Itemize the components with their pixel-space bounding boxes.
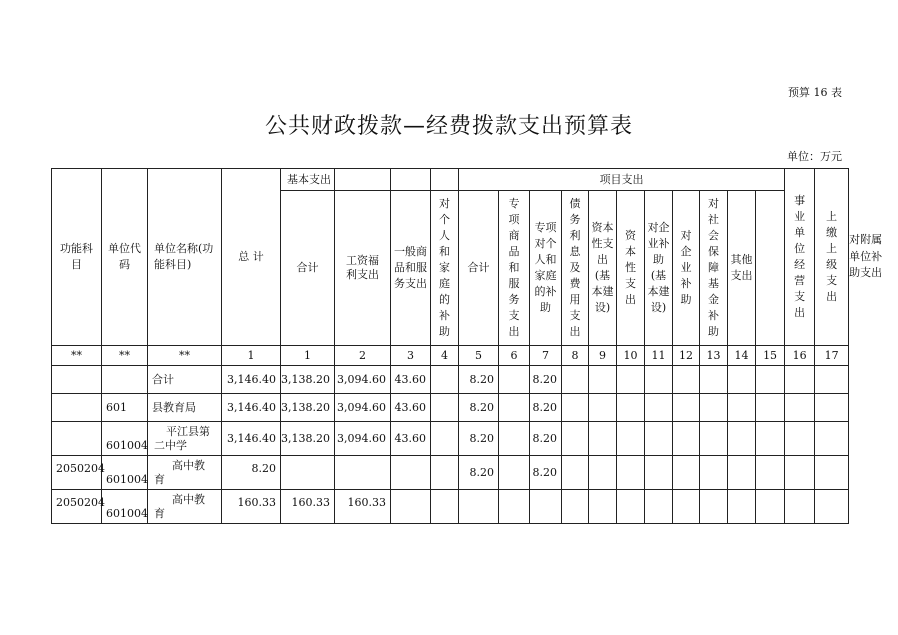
index-cell: 13 [700,346,728,366]
index-cell: 5 [459,346,499,366]
index-cell: ** [52,346,102,366]
header-row-1: 功能科目 单位代码 单位名称(功能科目) 总 计 基本支出 项目支出 事业单位经营支出 上缴上级支出 对附属单位补助支出 [52,169,849,191]
header-blank-2 [391,169,431,191]
empty-cell [756,366,785,394]
unit-name-line1: 高中教 [172,492,205,506]
unit-code-cell: 601 [102,394,148,422]
unit-name-cell: 县教育局 [148,394,222,422]
empty-cell [700,456,728,490]
empty-cell [728,490,756,524]
basic-subtotal-cell [281,456,335,490]
unit-code-cell: 601004 [102,456,148,490]
index-cell: ** [102,346,148,366]
header-enterprise: 对企业补助 [673,191,700,346]
empty-cell [700,422,728,456]
header-unit-name: 单位名称(功能科目) [148,169,222,346]
total-cell: 3,146.40 [222,366,281,394]
empty-cell [617,366,645,394]
empty-cell [785,456,815,490]
total-cell: 160.33 [222,490,281,524]
personal-cell [431,394,459,422]
goods-cell [391,490,431,524]
header-enterprise-construction: 对企业补助(基本建设) [645,191,673,346]
func-code-cell [52,366,102,394]
empty-cell [645,366,673,394]
empty-cell [645,422,673,456]
index-cell: 2 [335,346,391,366]
basic-subtotal-cell: 160.33 [281,490,335,524]
header-personal: 对个人和家庭的补助 [431,191,459,346]
empty-cell [589,490,617,524]
wages-cell: 160.33 [335,490,391,524]
total-cell: 8.20 [222,456,281,490]
wages-cell [335,456,391,490]
proj-goods-cell [499,456,530,490]
header-blank-1 [335,169,391,191]
empty-cell [756,456,785,490]
unit-name-line2: 二中学 [154,438,187,452]
header-unit-code: 单位代码 [102,169,148,346]
unit-name-cell [148,490,222,524]
empty-cell [728,456,756,490]
unit-code-cell: 601004 [102,490,148,524]
empty-cell [673,422,700,456]
proj-goods-cell [499,366,530,394]
header-total: 总 计 [222,169,281,346]
header-project-group: 项目支出 [459,169,785,191]
empty-cell [617,490,645,524]
header-goods: 一般商品和服务支出 [391,191,431,346]
empty-cell [673,456,700,490]
empty-cell [645,394,673,422]
empty-cell [562,490,589,524]
header-debt: 债务利息及费用支出 [562,191,589,346]
table-row [52,490,849,524]
index-cell: 8 [562,346,589,366]
empty-cell [700,490,728,524]
personal-cell [431,366,459,394]
index-cell: 9 [589,346,617,366]
goods-cell: 43.60 [391,366,431,394]
header-blank-3 [431,169,459,191]
table-row [52,422,849,456]
proj-subtotal-cell: 8.20 [459,456,499,490]
empty-cell [700,394,728,422]
empty-cell [645,490,673,524]
unit-code-cell [102,366,148,394]
func-code-cell [52,394,102,422]
proj-goods-cell [499,490,530,524]
table-row [52,456,849,490]
header-other: 其他支出 [728,191,756,346]
proj-personal-cell: 8.20 [530,422,562,456]
index-cell: 7 [530,346,562,366]
header-proj-goods: 专项商品和服务支出 [499,191,530,346]
header-social-security: 对社会保障基金补助 [700,191,728,346]
personal-cell [431,422,459,456]
unit-name-line2: 育 [154,472,165,486]
func-code-cell [52,422,102,456]
proj-subtotal-cell: 8.20 [459,394,499,422]
header-wages: 工资福利支出 [335,191,391,346]
wages-cell: 3,094.60 [335,366,391,394]
index-cell: 4 [431,346,459,366]
empty-cell [815,366,849,394]
header-capital-construction: 资本性支出(基本建设) [589,191,617,346]
personal-cell [431,456,459,490]
header-proj-personal: 专项对个人和家庭的补助 [530,191,562,346]
unit-name-cell [148,456,222,490]
empty-cell [785,490,815,524]
proj-personal-cell [530,490,562,524]
header-turnover: 上缴上级支出 [815,169,849,346]
unit-name-cell: 合计 [148,366,222,394]
total-cell: 3,146.40 [222,394,281,422]
table-row [52,366,849,394]
index-row [52,346,849,366]
empty-cell [728,366,756,394]
proj-goods-cell [499,422,530,456]
empty-cell [673,394,700,422]
goods-cell: 43.60 [391,394,431,422]
empty-cell [815,456,849,490]
table-row [52,394,849,422]
basic-subtotal-cell: 3,138.20 [281,394,335,422]
header-capital: 资本性支出 [617,191,645,346]
unit-name-cell [148,422,222,456]
unit-label: 单位：万元 [787,150,842,163]
empty-cell [785,422,815,456]
header-basic-group: 基本支出 [281,169,335,191]
header-proj-subtotal: 合计 [459,191,499,346]
index-cell: 16 [785,346,815,366]
header-func-subject: 功能科目 [52,169,102,346]
personal-cell [431,490,459,524]
func-code-cell: 2050204 [52,456,102,490]
empty-cell [562,394,589,422]
total-cell: 3,146.40 [222,422,281,456]
proj-subtotal-cell: 8.20 [459,422,499,456]
index-cell: ** [148,346,222,366]
proj-personal-cell: 8.20 [530,366,562,394]
empty-cell [617,394,645,422]
empty-cell [815,394,849,422]
empty-cell [589,394,617,422]
proj-personal-cell: 8.20 [530,456,562,490]
empty-cell [785,394,815,422]
wages-cell: 3,094.60 [335,422,391,456]
unit-name-line2: 育 [154,506,165,520]
index-cell: 1 [281,346,335,366]
proj-subtotal-cell [459,490,499,524]
empty-cell [562,422,589,456]
budget-table [51,168,883,524]
proj-goods-cell [499,394,530,422]
index-cell: 12 [673,346,700,366]
empty-cell [589,456,617,490]
empty-cell [815,490,849,524]
index-cell: 10 [617,346,645,366]
index-cell: 14 [728,346,756,366]
empty-cell [756,394,785,422]
empty-cell [673,490,700,524]
empty-cell [815,422,849,456]
basic-subtotal-cell: 3,138.20 [281,366,335,394]
index-cell: 3 [391,346,431,366]
index-cell: 1 [222,346,281,366]
goods-cell [391,456,431,490]
empty-cell [728,422,756,456]
unit-name-line1: 高中教 [172,458,205,472]
unit-code-cell: 601004 [102,422,148,456]
form-number: 预算 16 表 [788,86,842,99]
empty-cell [562,456,589,490]
index-cell: 6 [499,346,530,366]
empty-cell [785,366,815,394]
index-cell: 17 [815,346,849,366]
index-cell: 11 [645,346,673,366]
page-title: 公共财政拨款—经费拨款支出预算表 [264,114,633,139]
empty-cell [700,366,728,394]
unit-name-line1: 平江县第 [166,424,210,438]
proj-personal-cell: 8.20 [530,394,562,422]
basic-subtotal-cell: 3,138.20 [281,422,335,456]
empty-cell [589,366,617,394]
empty-cell [562,366,589,394]
header-business: 事业单位经营支出 [785,169,815,346]
empty-cell [617,456,645,490]
index-cell: 15 [756,346,785,366]
goods-cell: 43.60 [391,422,431,456]
empty-cell [756,422,785,456]
func-code-cell: 2050204 [52,490,102,524]
empty-cell [728,394,756,422]
empty-cell [589,422,617,456]
empty-cell [617,422,645,456]
header-basic-subtotal: 合计 [281,191,335,346]
wages-cell: 3,094.60 [335,394,391,422]
empty-cell [645,456,673,490]
empty-cell [673,366,700,394]
proj-subtotal-cell: 8.20 [459,366,499,394]
empty-cell [756,490,785,524]
